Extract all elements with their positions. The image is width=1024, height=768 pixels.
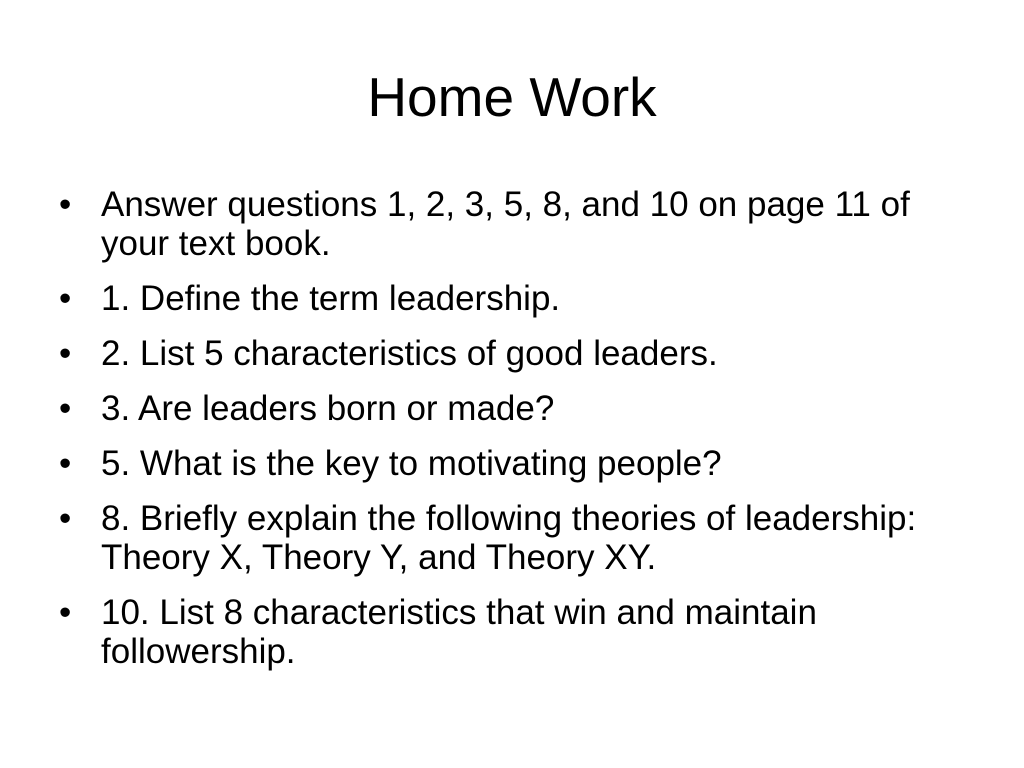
bullet-icon: • [59, 444, 72, 483]
bullet-icon: • [59, 499, 72, 538]
bullet-icon: • [59, 334, 72, 373]
list-item-text: Answer questions 1, 2, 3, 5, 8, and 10 on page 11 of your text book. [101, 185, 910, 263]
list-item [55, 279, 955, 318]
list-item [55, 185, 955, 263]
list-item [55, 444, 955, 483]
bullet-icon: • [59, 185, 72, 224]
list-item [55, 389, 955, 428]
list-item-text: 1. Define the term leadership. [101, 279, 561, 318]
list-item-text: 2. List 5 characteristics of good leaders. [101, 334, 718, 373]
list-item-text: 3. Are leaders born or made? [101, 389, 555, 428]
slide-title: Home Work [367, 66, 657, 128]
bullet-list [55, 185, 955, 687]
list-item-text: 10. List 8 characteristics that win and maintain followership. [101, 593, 817, 671]
list-item-text: 5. What is the key to motivating people? [101, 444, 722, 483]
list-item [55, 499, 955, 577]
list-item [55, 593, 955, 671]
bullet-icon: • [59, 389, 72, 428]
list-item [55, 334, 955, 373]
bullet-icon: • [59, 593, 72, 632]
list-item-text: 8. Briefly explain the following theories of leadership: Theory X, Theory Y, and Theory XY. [101, 499, 917, 577]
bullet-icon: • [59, 279, 72, 318]
